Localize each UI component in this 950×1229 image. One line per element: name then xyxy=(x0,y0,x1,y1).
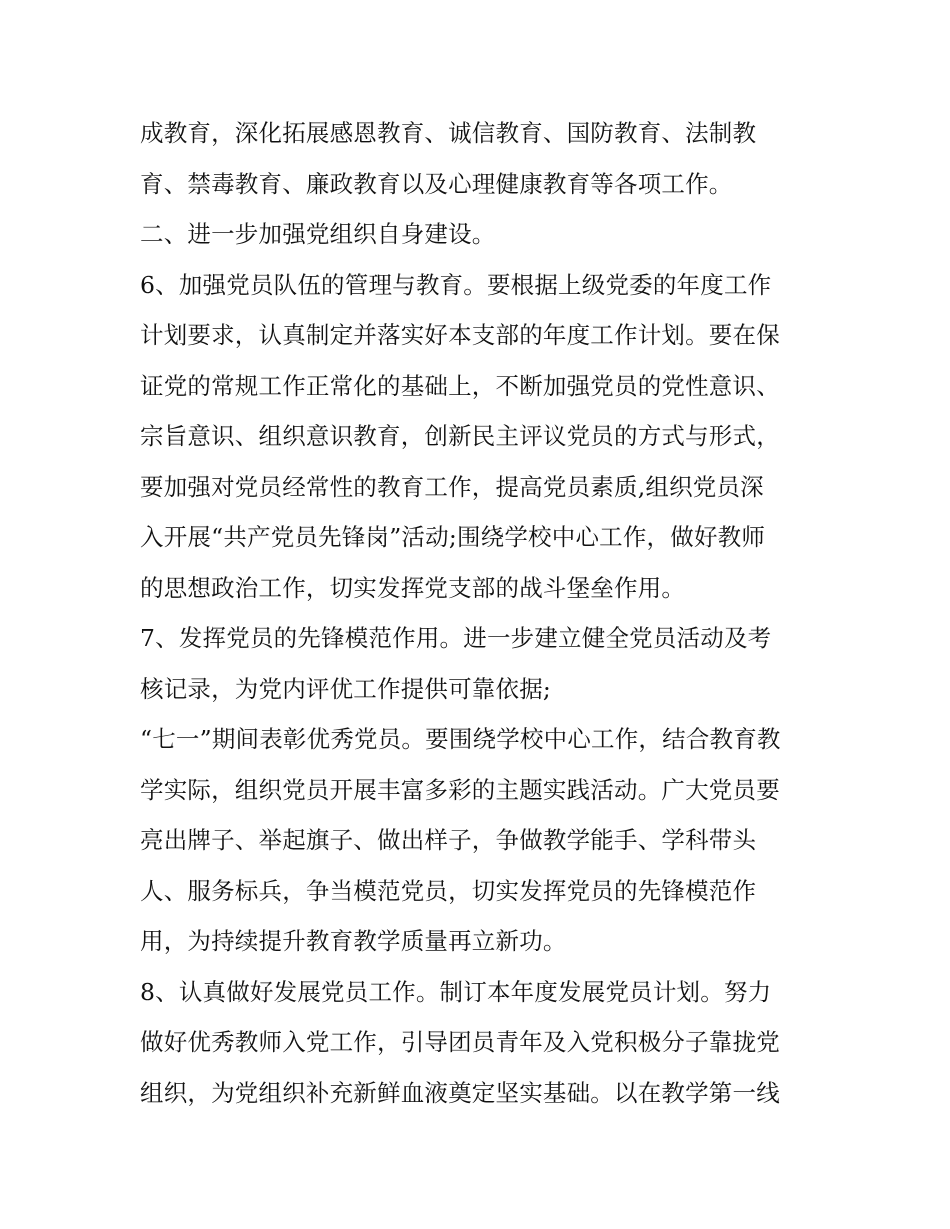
text-line: 成教育，深化拓展感恩教育、诚信教育、国防教育、法制教 xyxy=(140,119,757,147)
section-heading: 二、进一步加强党组织自身建设。 xyxy=(140,220,496,248)
text-line: 人、服务标兵，争当模范党员，切实发挥党员的先锋模范作 xyxy=(140,876,757,905)
text-line: 做好优秀教师入党工作，引导团员青年及入党积极分子靠拢党 xyxy=(140,1028,780,1056)
text-line: 学实际，组织党员开展丰富多彩的主题实践活动。广大党员要 xyxy=(140,775,780,804)
text-line: 7、发挥党员的先锋模范作用。进一步建立健全党员活动及考 xyxy=(140,624,772,652)
text-line: 用，为持续提升教育教学质量再立新功。 xyxy=(140,927,567,955)
document-body xyxy=(140,108,830,1118)
text-line: 6、加强党员队伍的管理与教育。要根据上级党委的年度工作 xyxy=(140,270,772,299)
text-line: 的思想政治工作，切实发挥党支部的战斗堡垒作用。 xyxy=(140,573,686,602)
text-line: 要加强对党员经常性的教育工作，提高党员素质,组织党员深 xyxy=(140,472,764,501)
text-line: 核记录，为党内评优工作提供可靠依据; xyxy=(140,674,552,703)
text-line: 8、认真做好发展党员工作。制订本年度发展党员计划。努力 xyxy=(140,977,772,1006)
text-line: 亮出牌子、举起旗子、做出样子，争做教学能手、学科带头 xyxy=(140,826,757,854)
text-line: 育、禁毒教育、廉政教育以及心理健康教育等各项工作。 xyxy=(140,169,733,198)
text-line: 入开展“共产党员先锋岗”活动;围绕学校中心工作，做好教师 xyxy=(140,523,766,551)
text-line: 宗旨意识、组织意识教育，创新民主评议党员的方式与形式， xyxy=(140,422,780,450)
text-line: 计划要求，认真制定并落实好本支部的年度工作计划。要在保 xyxy=(140,321,780,349)
text-line: “七一”期间表彰优秀党员。要围绕学校中心工作，结合教育教 xyxy=(140,725,781,753)
text-line: 组织，为党组织补充新鲜血液奠定坚实基础。以在教学第一线 xyxy=(140,1078,780,1107)
text-line: 证党的常规工作正常化的基础上，不断加强党员的党性意识、 xyxy=(140,371,780,400)
